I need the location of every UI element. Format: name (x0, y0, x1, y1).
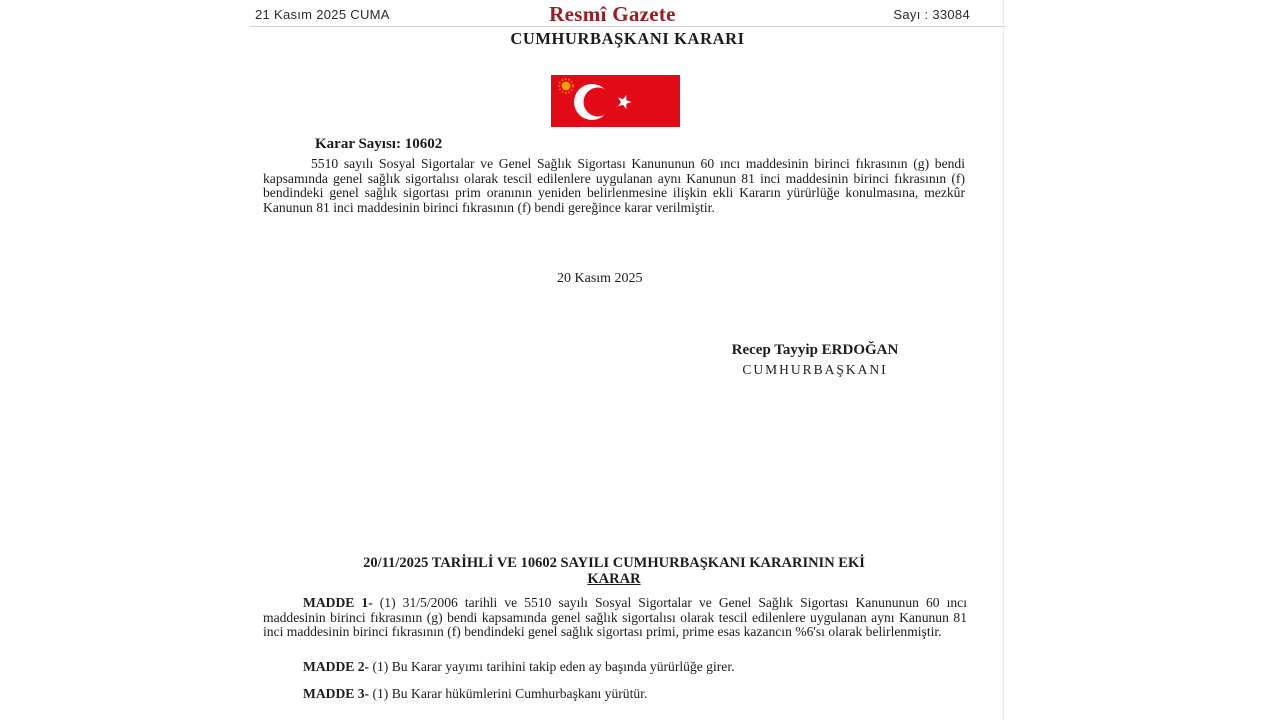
turkey-presidential-flag-icon (551, 75, 680, 127)
issue-number: Sayı : 33084 (893, 6, 970, 22)
annex-title (263, 556, 965, 587)
signature-title: CUMHURBAŞKANI (742, 362, 888, 377)
article-text: (1) Bu Karar yayımı tarihini takip eden ay başında yürürlüğe girer. (372, 659, 735, 674)
article-label: MADDE 3- (303, 686, 373, 701)
gazette-title: Resmî Gazete (549, 1, 676, 26)
signature-block (700, 342, 930, 378)
annex-title-line1: 20/11/2025 TARİHLİ VE 10602 SAYILI CUMHURBAŞKANI KARARININ EKİ (363, 555, 865, 571)
article-paragraph-1 (263, 596, 967, 640)
article-text: (1) Bu Karar hükümlerini Cumhurbaşkanı yürütür. (372, 686, 648, 701)
header-rule-divider (250, 26, 1005, 27)
decision-number: Karar Sayısı: 10602 (315, 136, 443, 152)
annex-title-line2: KARAR (587, 570, 641, 587)
gazette-header (255, 1, 970, 26)
decision-body-paragraph: 5510 sayılı Sosyal Sigortalar ve Genel Sağlık Sigortası Kanununun 60 ıncı maddesinin birinci fıkrasının (g) bendi kapsamında genel sağlık sigortalısı olarak tescil edilenlere uygulanan aynı Kanunun 81 inci maddesinin birinci fıkrasının (f) bendindeki genel sağlık sigortası prim oranının yeniden belirlenmesine ilişkin ekli Kararın yürürlüğe konulmasına, mezkûr Kanunun 81 inci maddesinin birinci fıkrasının (f) bendi gereğince karar verilmiştir. (263, 156, 965, 215)
page-edge-divider (1003, 0, 1004, 720)
article-paragraph-3 (263, 687, 967, 702)
article-paragraph-2 (263, 660, 967, 675)
header-date: 21 Kasım 2025 CUMA (255, 6, 390, 22)
decision-title: CUMHURBAŞKANI KARARI (510, 29, 745, 48)
article-label: MADDE 1- (303, 595, 380, 610)
signature-name: Recep Tayyip ERDOĞAN (731, 342, 899, 358)
article-text: (1) 31/5/2006 tarihli ve 5510 sayılı Sosyal Sigortalar ve Genel Sağlık Sigortası Kanununun 60 ıncı maddesinin birinci fıkrasının (g) bendi kapsamında genel sağlık sigortalısı olarak tescil edilenlere uygulanan aynı Kanunun 81 inci maddesinin birinci fıkrasının (f) bendindeki genel sağlık sigortası primi, prime esas kazancın %6'sı olarak belirlenmiştir. (263, 595, 967, 640)
article-label: MADDE 2- (303, 659, 373, 674)
decision-date: 20 Kasım 2025 (557, 271, 643, 286)
